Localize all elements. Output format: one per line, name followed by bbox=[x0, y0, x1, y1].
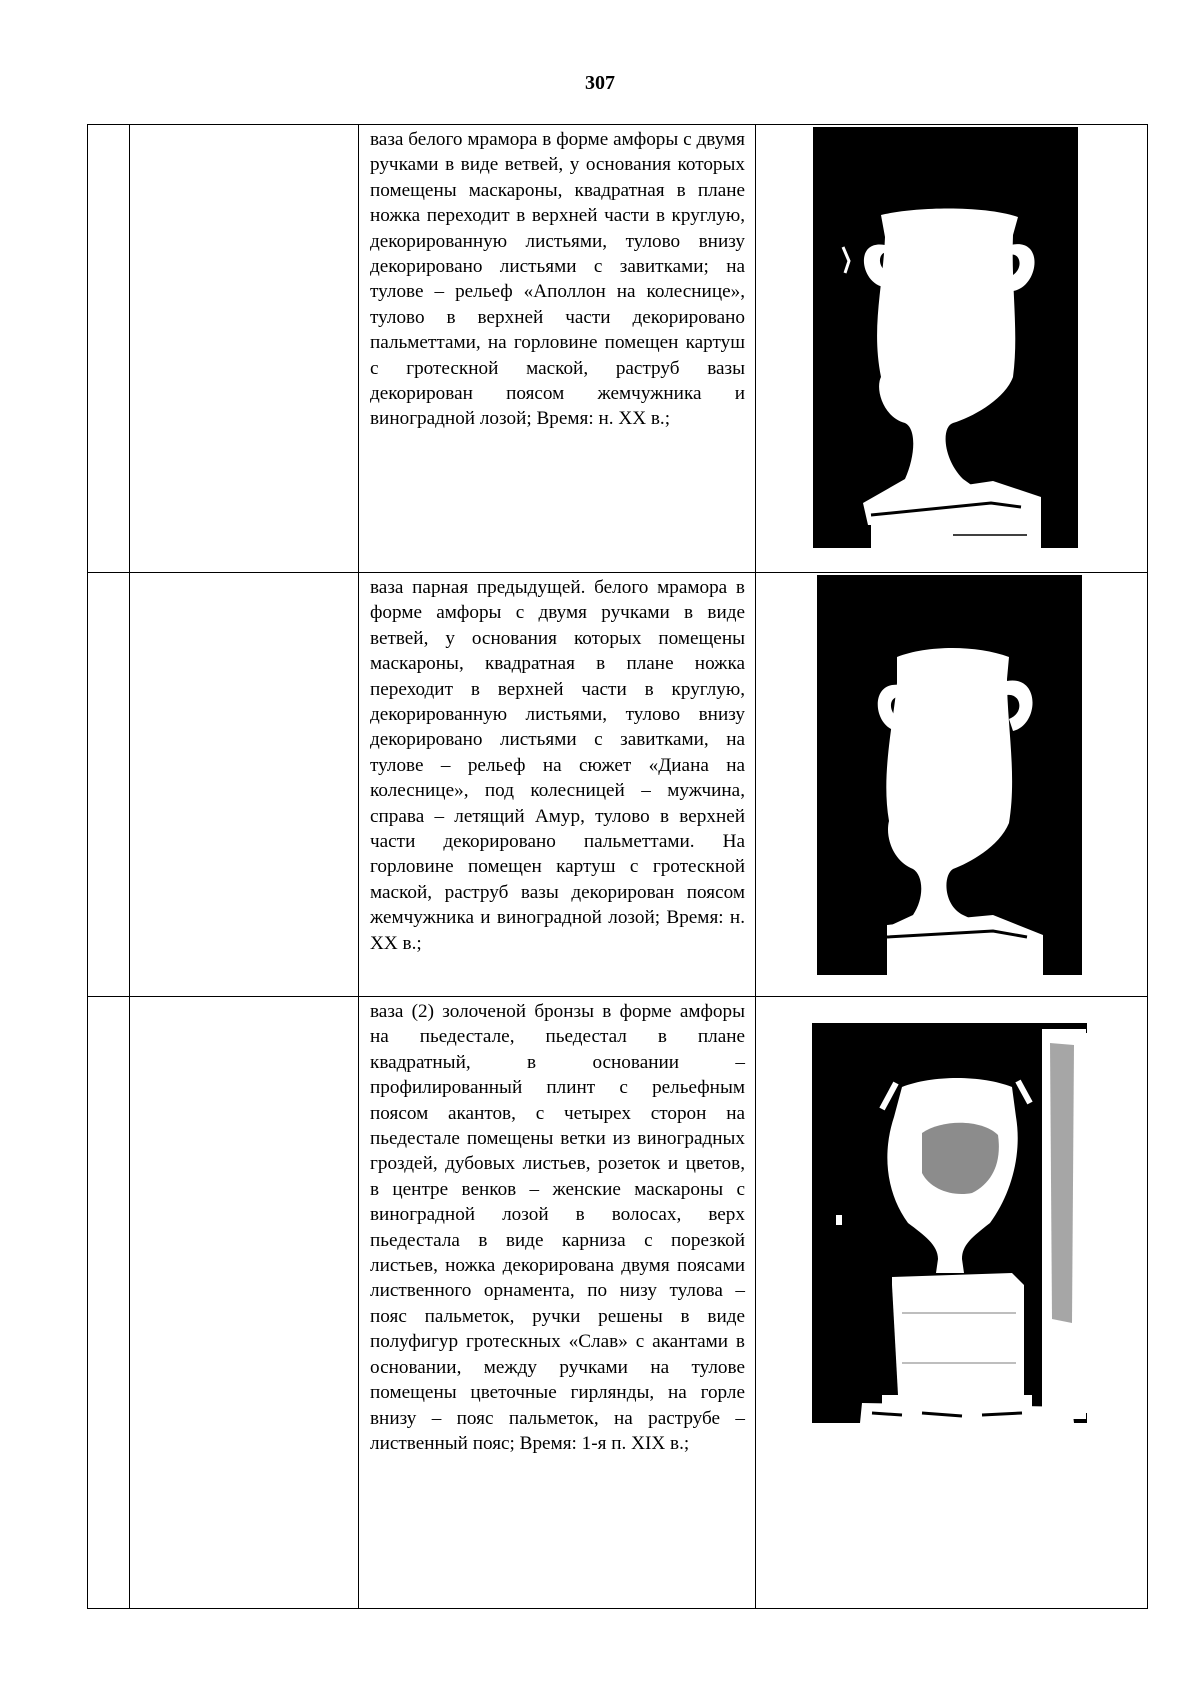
item-description: ваза (2) золоченой бронзы в форме амфоры на пьедестале, пьедестал в плане квадратный, в основании – профилированный плинт с рельефным поясом акантов, с четырех сторон на пьедестале помещены ветки из виноградных гроздей, дубовых листьев, розеток и цветов, в центре венков – женские маскароны с виноградной лозой в волосах, верх пьедестала в виде карниза с порезкой листьев, ножка декорирована двумя поясами лиственного орнамента, по низу тулова – пояс пальметок, ручки решены в виде полуфигур гротескных «Слав» с акантами в основании, между ручками на тулове помещены цветочные гирлянды, на горле внизу – пояс пальметок, на раструбе – лиственный пояс; Время: 1-я п. XIX в.; bbox=[370, 1001, 745, 1454]
table-row bbox=[88, 125, 1148, 573]
table-row bbox=[88, 997, 1148, 1609]
index-cell bbox=[88, 573, 130, 997]
title-cell bbox=[130, 125, 359, 573]
bronze-vase-on-pedestal-photo bbox=[812, 1023, 1087, 1423]
photo-cell bbox=[756, 573, 1148, 997]
page-number: 307 bbox=[585, 72, 615, 94]
title-cell bbox=[130, 997, 359, 1609]
index-cell bbox=[88, 997, 130, 1609]
description-cell bbox=[359, 573, 756, 997]
marble-amphora-vase-photo bbox=[813, 127, 1078, 548]
description-cell bbox=[359, 997, 756, 1609]
paired-marble-vase-photo bbox=[817, 575, 1082, 975]
title-cell bbox=[130, 573, 359, 997]
photo-cell bbox=[756, 125, 1148, 573]
table-row bbox=[88, 573, 1148, 997]
item-description: ваза парная предыдущей. белого мрамора в форме амфоры с двумя ручками в виде ветвей, у основания которых помещены маскароны, квадратная в плане ножка переходит в верхней части в круглую, декорированную листьями, тулово внизу декорировано листьями с завитками, на тулове – рельеф на сюжет «Диана на колеснице», под колесницей – мужчина, справа – летящий Амур, тулово в верхней части декорировано пальметтами. На горловине помещен картуш с гротескной маской, раструб вазы декорирован поясом жемчужника и виноградной лозой; Время: н. XX в.; bbox=[370, 577, 745, 954]
description-cell bbox=[359, 125, 756, 573]
item-description: ваза белого мрамора в форме амфоры с двумя ручками в виде ветвей, у основания которых помещены маскароны, квадратная в плане ножка переходит в верхней части в круглую, декорированную листьями, тулово внизу декорировано листьями с завитками; на тулове – рельеф «Аполлон на колеснице», тулово в верхней части декорировано пальметтами, на горловине помещен картуш с гротескной маской, раструб вазы декорирован поясом жемчужника и виноградной лозой; Время: н. XX в.; bbox=[370, 129, 745, 430]
photo-cell bbox=[756, 997, 1148, 1609]
catalog-table bbox=[87, 124, 1148, 1609]
index-cell bbox=[88, 125, 130, 573]
